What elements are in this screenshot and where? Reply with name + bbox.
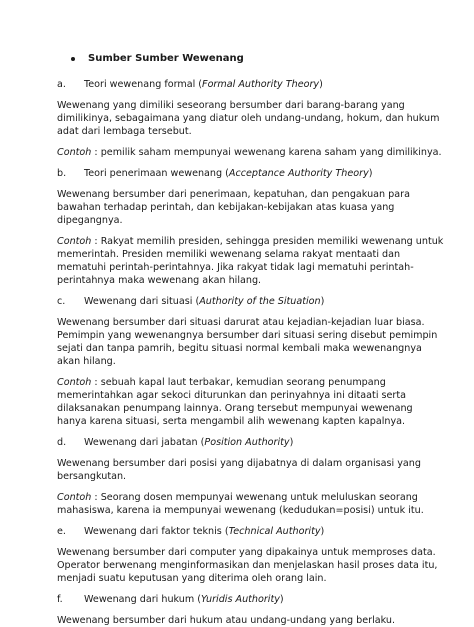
- item-letter: a.: [57, 79, 66, 90]
- item-example-c: Contoh : sebuah kapal laut terbakar, kemudian seorang penumpang memerintahkan agar sekoci diturunkan dan perinyahnya ini ditaati serta dilaksanakan penumpang lainnya. Orang tersebut mempunyai wewenang hanya karena situasi, serta mengambil alih wewenang kapten kapalnya.: [57, 377, 413, 427]
- item-letter: c.: [57, 296, 66, 307]
- item-title: Teori wewenang formal (Formal Authority Theory): [84, 79, 323, 90]
- item-title: Wewenang dari situasi (Authority of the Situation): [84, 296, 325, 307]
- item-body-f: Wewenang bersumber dari hukum atau undang-undang yang berlaku.: [57, 615, 396, 626]
- item-title-c: [57, 295, 444, 308]
- section-heading: [71, 52, 444, 65]
- item-body-a: Wewenang yang dimiliki seseorang bersumber dari barang-barang yang dimilikinya, sebagaimana yang diatur oleh undang-undang, hokum, dan hukum adat dari lembaga tersebut.: [57, 100, 440, 137]
- item-title: Wewenang dari jabatan (Position Authority): [84, 437, 294, 448]
- heading-text: Sumber Sumber Wewenang: [88, 53, 244, 64]
- item-letter: e.: [57, 526, 66, 537]
- item-body-b: Wewenang bersumber dari penerimaan, kepatuhan, dan pengakuan para bawahan terhadap perintah, dan kebijakan-kebijakan atas kuasa yang dipegangnya.: [57, 189, 410, 226]
- item-body-e: Wewenang bersumber dari computer yang dipakainya untuk memproses data. Operator berwenang menginformasikan dan menjelaskan hasil proses data itu, menjadi suatu keputusan yang diterima oleh orang lain.: [57, 547, 438, 584]
- item-body-c: Wewenang bersumber dari situasi darurat atau kejadian-kejadian luar biasa. Pemimpin yang wewenangnya bersumber dari situasi sering disebut pemimpin sejati dan tanpa pamrih, begitu situasi normal kembali maka wewenangnya akan hilang.: [57, 317, 438, 367]
- item-title-f: [57, 593, 444, 606]
- item-title: Teori penerimaan wewenang (Acceptance Authority Theory): [84, 168, 373, 179]
- bullet-icon: [71, 57, 75, 61]
- item-title: Wewenang dari faktor teknis (Technical Authority): [84, 526, 325, 537]
- item-letter: f.: [57, 594, 63, 605]
- item-title-d: [57, 436, 444, 449]
- item-example-b: Contoh : Rakyat memilih presiden, sehingga presiden memiliki wewenang untuk memerintah. Presiden memiliki wewenang selama rakyat mentaati dan mematuhi perintah-perintahnya. Jika rakyat tidak lagi mematuhi perintah-perintahnya maka wewenang akan hilang.: [57, 236, 444, 286]
- item-letter: b.: [57, 168, 67, 179]
- item-title: Wewenang dari hukum (Yuridis Authority): [84, 594, 284, 605]
- item-title-a: [57, 78, 444, 91]
- item-example-a: Contoh : pemilik saham mempunyai wewenang karena saham yang dimilikinya.: [57, 147, 442, 158]
- item-letter: d.: [57, 437, 67, 448]
- item-example-d: Contoh : Seorang dosen mempunyai wewenang untuk meluluskan seorang mahasiswa, karena ia mempunyai wewenang (kedudukan=posisi) untuk itu.: [57, 492, 424, 516]
- item-title-b: [57, 167, 444, 180]
- item-title-e: [57, 525, 444, 538]
- item-body-d: Wewenang bersumber dari posisi yang dijabatnya di dalam organisasi yang bersangkutan.: [57, 458, 421, 482]
